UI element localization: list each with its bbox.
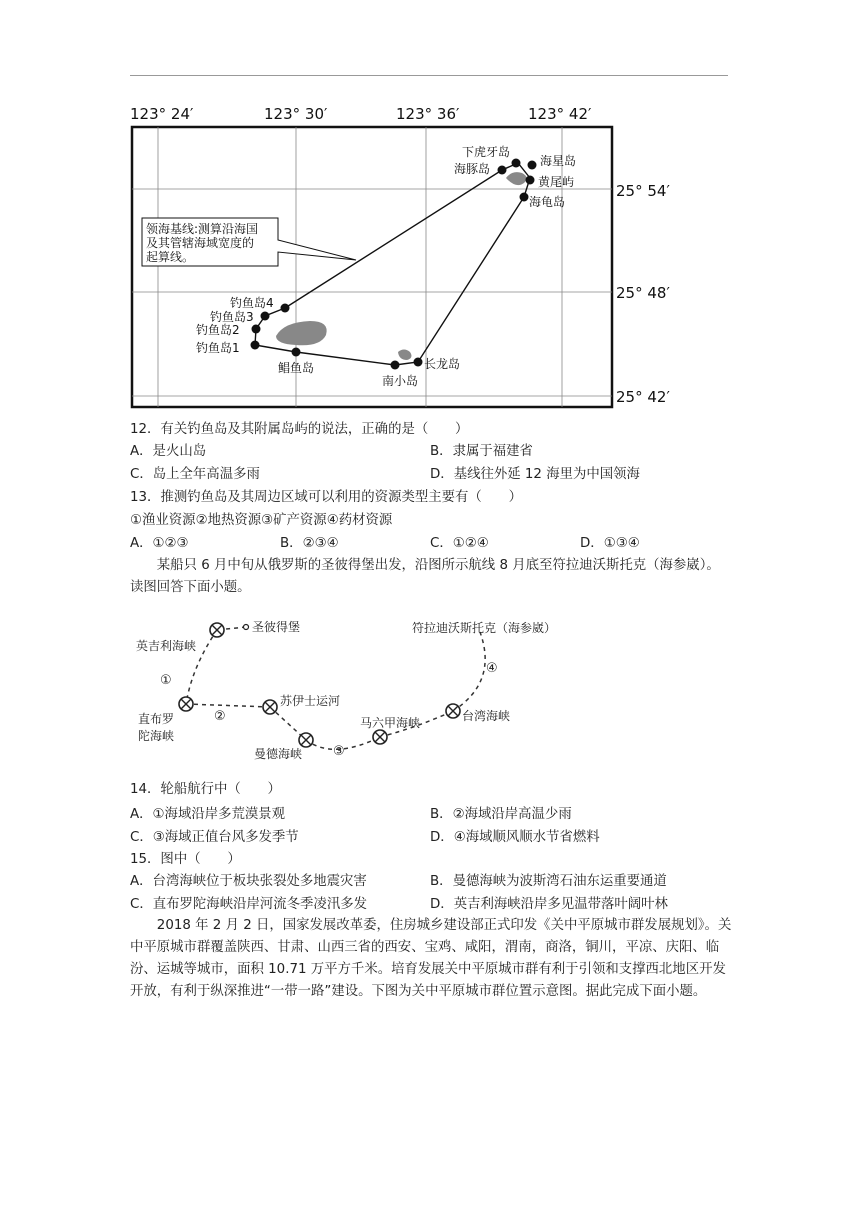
- segment-1: ①: [160, 673, 172, 688]
- label-taiwan: 台湾海峡: [462, 709, 511, 723]
- q13-stem: 13．推测钓鱼岛及其周边区域可以利用的资源类型主要有（ ）: [130, 490, 522, 505]
- lat-label-3: 25° 42′: [616, 388, 670, 406]
- label-diaoyu1: 钓鱼岛1: [196, 341, 240, 355]
- q12-option-a: A．是火山岛: [130, 444, 207, 459]
- lat-label-2: 25° 48′: [616, 284, 670, 302]
- q13-items: ①渔业资源②地热资源③矿产资源④药材资源: [130, 513, 393, 528]
- lon-label-3: 123° 36′: [396, 105, 460, 123]
- shipping-intro: 某船只 6 月中旬从俄罗斯的圣彼得堡出发，沿图所示航线 8 月底至符拉迪沃斯托克（海参崴）。读图回答下面小题。: [130, 558, 720, 595]
- label-gibraltar-1: 直布罗: [138, 712, 175, 726]
- label-haixing: 海星岛: [540, 154, 577, 168]
- q12-option-d: D．基线往外延 12 海里为中国领海: [430, 467, 640, 482]
- label-gibraltar-2: 陀海峡: [138, 729, 175, 743]
- segment-3: ③: [333, 744, 345, 759]
- label-haigui: 海龟岛: [529, 195, 566, 209]
- q14-option-a: A．①海域沿岸多荒漠景观: [130, 807, 286, 822]
- q12-option-b: B．隶属于福建省: [430, 444, 533, 459]
- lat-labels: [612, 170, 692, 410]
- q14-option-d: D．④海域顺风顺水节省燃料: [430, 830, 600, 845]
- lon-label-4: 123° 42′: [528, 105, 592, 123]
- header-rule: [130, 75, 728, 76]
- label-diaoyu4: 钓鱼岛4: [230, 296, 274, 310]
- q15-option-c: C．直布罗陀海峡沿岸河流冬季凌汛多发: [130, 897, 367, 912]
- q15-option-b: B．曼德海峡为波斯湾石油东运重要通道: [430, 874, 667, 889]
- label-xiahuya: 下虎牙岛: [462, 145, 511, 159]
- segment-4: ④: [486, 661, 498, 676]
- label-st-petersburg: 圣彼得堡: [252, 620, 301, 634]
- diaoyu-baseline-map: [128, 100, 618, 412]
- label-mandeb: 曼德海峡: [254, 747, 303, 761]
- q12-option-c: C．岛上全年高温多雨: [130, 467, 260, 482]
- guanzhong-intro: 2018 年 2 月 2 日，国家发展改革委，住房城乡建设部正式印发《关中平原城市群发展规划》。关中平原城市群覆盖陕西、甘肃、山西三省的西安、宝鸡、咸阳，渭南，商洛，铜川，平凉、庆阳、临汾、运城等城市，面积 10.71 万平方千米。培育发展关中平原城市群有利于引领和支撑西北地区开发开放，有利于纵深推进“一带一路”建设。下图为关中平原城市群位置示意图。据此完成下面小题。: [130, 918, 732, 999]
- label-haitun: 海豚岛: [454, 162, 491, 176]
- label-suez: 苏伊士运河: [280, 694, 341, 708]
- label-vladivostok: 符拉迪沃斯托克（海参崴）: [412, 621, 557, 635]
- q12-stem: 12．有关钓鱼岛及其附属岛屿的说法，正确的是（ ）: [130, 422, 469, 437]
- label-english-channel: 英吉利海峡: [136, 639, 197, 653]
- label-changlong: 长龙岛: [424, 357, 461, 371]
- label-diaoyu2: 钓鱼岛2: [196, 323, 240, 337]
- lat-label-1: 25° 54′: [616, 182, 670, 200]
- callout-line-1: 领海基线:测算沿海国: [146, 222, 259, 236]
- callout-line-2: 及其管辖海域宽度的: [146, 236, 255, 250]
- q15-stem: 15．图中（ ）: [130, 852, 241, 867]
- label-huangwei: 黄尾屿: [538, 175, 575, 189]
- label-changyu: 鲳鱼岛: [278, 361, 315, 375]
- q13-option-d: D．①③④: [580, 536, 640, 551]
- q15-option-a: A．台湾海峡位于板块张裂处多地震灾害: [130, 874, 367, 889]
- segment-2: ②: [214, 709, 226, 724]
- route-gibraltar-suez: [186, 704, 270, 707]
- lon-label-2: 123° 30′: [264, 105, 328, 123]
- q13-option-c: C．①②④: [430, 536, 489, 551]
- callout-line-3: 起算线。: [146, 250, 195, 264]
- label-malacca: 马六甲海峡: [360, 716, 421, 730]
- q13-option-a: A．①②③: [130, 536, 189, 551]
- q13-option-b: B．②③④: [280, 536, 339, 551]
- shipping-route-map: [128, 612, 557, 778]
- q15-option-d: D．英吉利海峡沿岸多见温带落叶阔叶林: [430, 897, 668, 912]
- label-diaoyu3: 钓鱼岛3: [210, 310, 254, 324]
- q14-stem: 14．轮船航行中（ ）: [130, 782, 281, 797]
- route-taiwan-vladivostok: [453, 632, 485, 711]
- label-nanxiao: 南小岛: [382, 374, 419, 388]
- lon-label-1: 123° 24′: [130, 105, 194, 123]
- q14-option-b: B．②海域沿岸高温少雨: [430, 807, 572, 822]
- q14-option-c: C．③海域正值台风多发季节: [130, 830, 299, 845]
